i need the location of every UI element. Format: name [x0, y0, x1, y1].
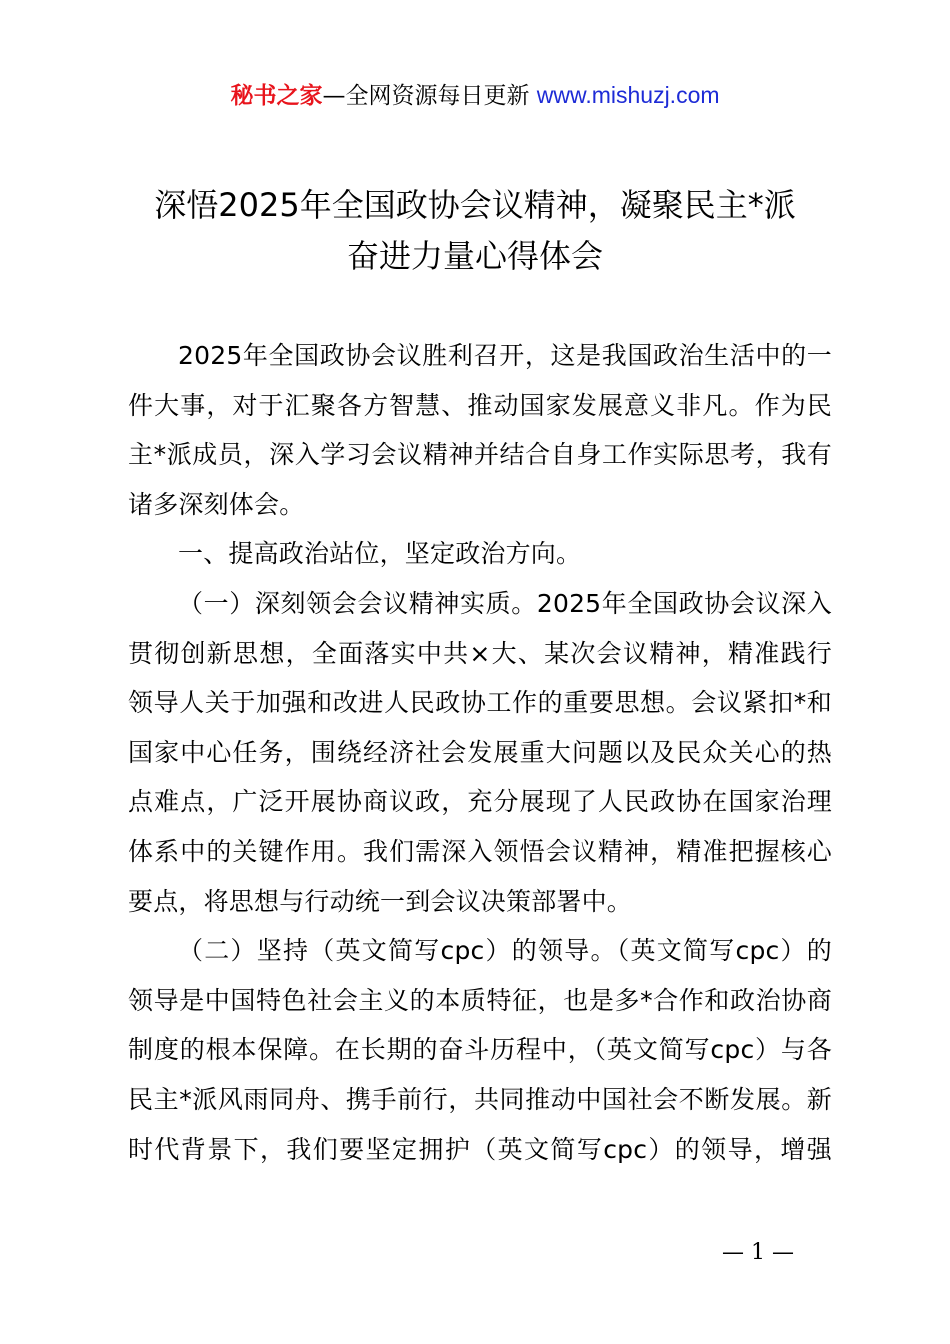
section-heading: 一、提高政治站位，坚定政治方向。: [178, 539, 582, 569]
body-line: 件大事，对于汇聚各方智慧、推动国家发展意义非凡。作为民: [128, 390, 832, 420]
body-line: 体系中的关键作用。我们需深入领悟会议精神，精准把握核心: [128, 836, 832, 866]
page-number: — 1 —: [722, 1240, 794, 1265]
body-line: 民主*派风雨同舟、携手前行，共同推动中国社会不断发展。新: [128, 1084, 832, 1114]
body-line: 主*派成员，深入学习会议精神并结合自身工作实际思考，我有: [128, 440, 832, 470]
body-line: 点难点，广泛开展协商议政，充分展现了人民政协在国家治理: [128, 787, 832, 817]
body-line: 领导是中国特色社会主义的本质特征，也是多*合作和政治协商: [128, 985, 832, 1015]
body-line: （二）坚持（英文简写cpc）的领导。（英文简写cpc）的: [178, 936, 832, 966]
body-line: 诸多深刻体会。: [128, 489, 305, 519]
title-line-1: 深悟2025年全国政协会议精神，凝聚民主*派: [154, 186, 796, 224]
body-line: 国家中心任务，围绕经济社会发展重大问题以及民众关心的热: [128, 737, 832, 767]
site-tagline: —全网资源每日更新: [322, 83, 530, 109]
body-line: （一）深刻领会会议精神实质。2025年全国政协会议深入: [178, 588, 832, 618]
document-title: [110, 180, 840, 282]
site-header: [0, 78, 950, 113]
site-url-link[interactable]: www.mishuzj.com: [536, 82, 720, 108]
site-brand: 秘书之家: [230, 83, 323, 109]
document-body: [128, 331, 832, 1174]
title-line-2: 奋进力量心得体会: [346, 237, 603, 275]
body-line: 时代背景下，我们要坚定拥护（英文简写cpc）的领导，增强: [128, 1134, 832, 1164]
body-line: 贯彻创新思想，全面落实中共×大、某次会议精神，精准践行: [128, 638, 832, 668]
body-line: 制度的根本保障。在长期的奋斗历程中，（英文简写cpc）与各: [128, 1035, 832, 1065]
body-line: 领导人关于加强和改进人民政协工作的重要思想。会议紧扣*和: [128, 688, 832, 718]
body-line: 要点，将思想与行动统一到会议决策部署中。: [128, 886, 633, 916]
body-line: 2025年全国政协会议胜利召开，这是我国政治生活中的一: [178, 341, 832, 370]
